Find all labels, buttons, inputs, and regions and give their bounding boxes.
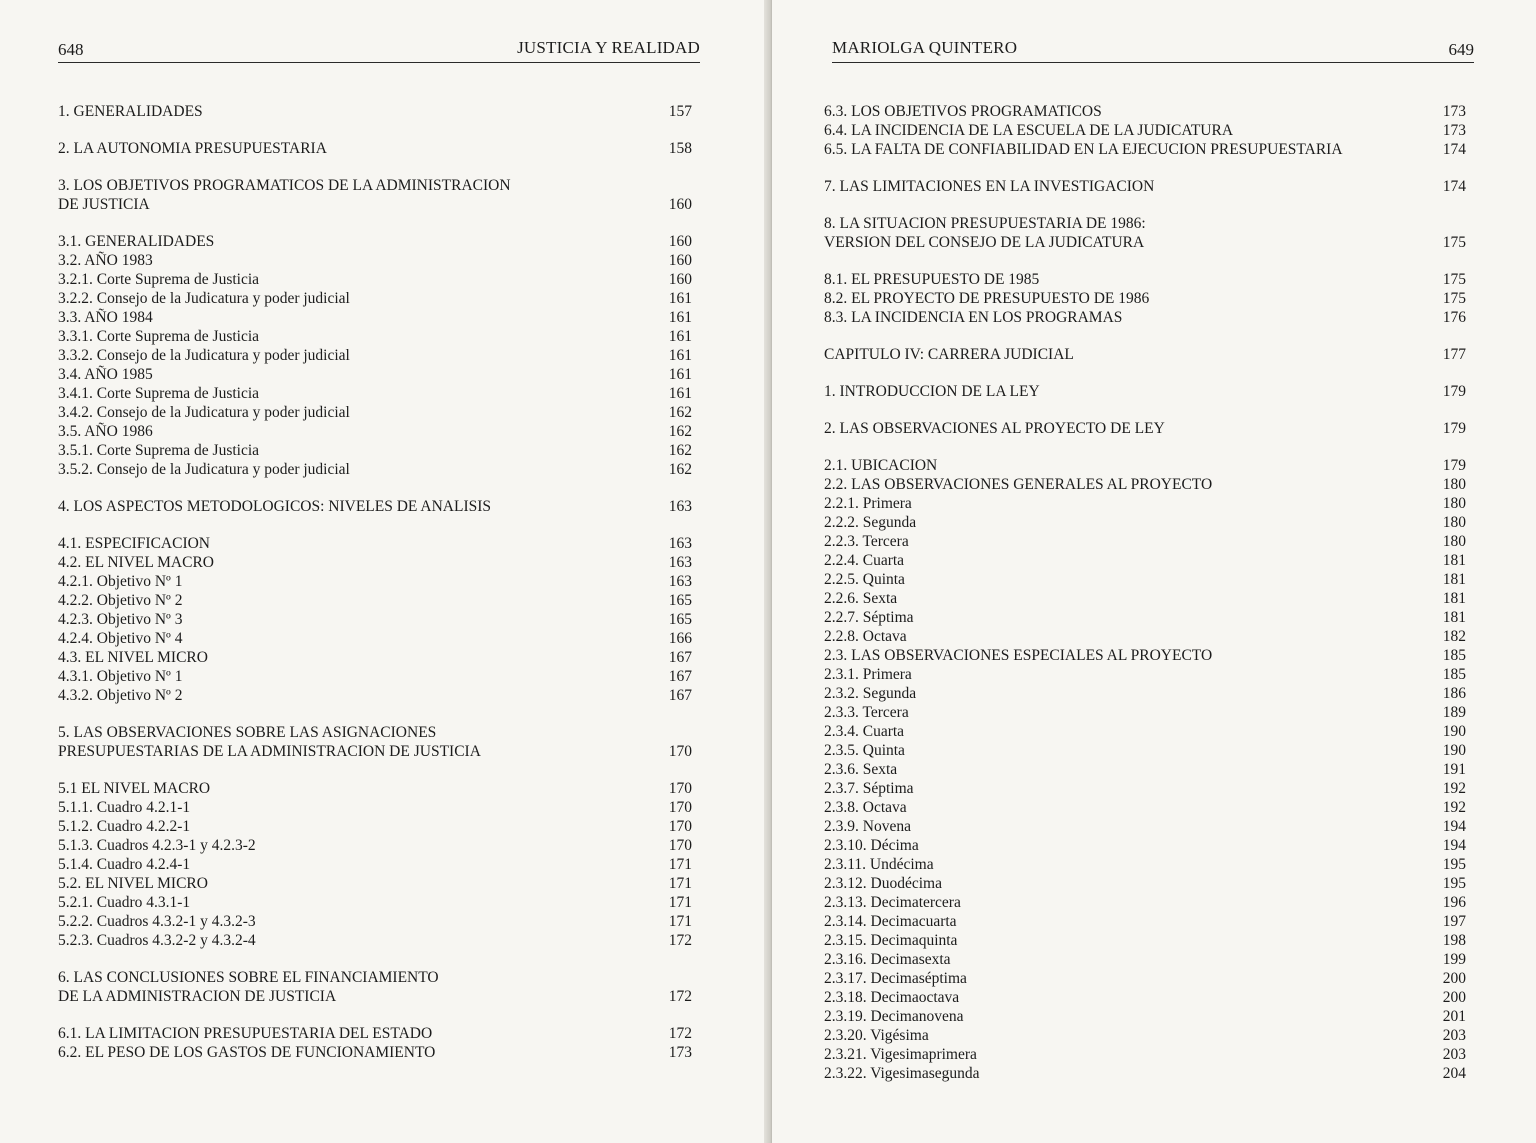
toc-entry xyxy=(58,346,700,365)
toc-entry xyxy=(58,403,700,422)
toc-entry-page: 195 xyxy=(1442,875,1466,892)
toc-entry-page: 185 xyxy=(1442,666,1466,683)
toc-entry-title: 2.3.1. Primera xyxy=(824,666,912,683)
toc-entry xyxy=(58,610,700,629)
toc-entry-title: 5.2.3. Cuadros 4.3.2-2 y 4.3.2-4 xyxy=(58,932,256,949)
toc-entry-title: 4.2.1. Objetivo Nº 1 xyxy=(58,573,183,590)
toc-entry xyxy=(58,723,700,761)
toc-entry-page: 197 xyxy=(1442,913,1466,930)
toc-entry-page: 158 xyxy=(668,140,692,157)
toc-entry xyxy=(824,570,1474,589)
toc-entry-page: 172 xyxy=(668,1025,692,1042)
toc-entry-page: 181 xyxy=(1442,571,1466,588)
toc-entry-page: 161 xyxy=(668,309,692,326)
left-running-title: JUSTICIA Y REALIDAD xyxy=(517,38,700,57)
toc-entry-title: 2.3.2. Segunda xyxy=(824,685,917,702)
toc-entry xyxy=(824,646,1474,665)
toc-entry-title: 7. LAS LIMITACIONES EN LA INVESTIGACION xyxy=(824,178,1155,195)
toc-entry xyxy=(824,912,1474,931)
toc-entry-title: 3.2.2. Consejo de la Judicatura y poder judicial xyxy=(58,290,350,307)
toc-entry xyxy=(58,497,700,516)
toc-entry xyxy=(58,798,700,817)
toc-entry xyxy=(824,855,1474,874)
toc-entry xyxy=(824,345,1474,364)
toc-entry xyxy=(824,382,1474,401)
toc-entry-title: 5.1.2. Cuadro 4.2.2-1 xyxy=(58,818,191,835)
toc-entry-title: 3.3. AÑO 1984 xyxy=(58,309,153,326)
toc-entry-title: 6.2. EL PESO DE LOS GASTOS DE FUNCIONAMIENTO xyxy=(58,1044,436,1061)
toc-entry-title: CAPITULO IV: CARRERA JUDICIAL xyxy=(824,346,1074,363)
toc-entry-title: 2.2.6. Sexta xyxy=(824,590,898,607)
toc-entry-page: 190 xyxy=(1442,723,1466,740)
spacer xyxy=(58,158,700,176)
toc-entry-title: 3.1. GENERALIDADES xyxy=(58,233,215,250)
toc-entry-page: 175 xyxy=(1442,290,1466,307)
toc-entry xyxy=(58,686,700,705)
spacer xyxy=(58,479,700,497)
toc-entry-title: 4.2.3. Objetivo Nº 3 xyxy=(58,611,183,628)
toc-entry-title: 3.3.1. Corte Suprema de Justicia xyxy=(58,328,260,345)
toc-entry xyxy=(58,365,700,384)
toc-entry-page: 204 xyxy=(1442,1065,1466,1082)
toc-entry xyxy=(824,551,1474,570)
toc-entry-page: 160 xyxy=(668,196,692,213)
toc-entry xyxy=(58,176,700,214)
toc-entry xyxy=(824,532,1474,551)
toc-entry-page: 162 xyxy=(668,423,692,440)
toc-entry-title: 4.2.2. Objetivo Nº 2 xyxy=(58,592,183,609)
toc-entry-page: 175 xyxy=(1442,271,1466,288)
toc-entry-page: 161 xyxy=(668,328,692,345)
toc-entry-title: 2.3.18. Decimaoctava xyxy=(824,989,960,1006)
right-page-header xyxy=(832,34,1474,63)
toc-entry xyxy=(824,760,1474,779)
toc-entry-title: 2.2.1. Primera xyxy=(824,495,912,512)
toc-entry-page: 165 xyxy=(668,592,692,609)
toc-entry-page: 200 xyxy=(1442,970,1466,987)
toc-entry-title: 2.3.5. Quinta xyxy=(824,742,905,759)
toc-entry-title: 2.3.22. Vigesimasegunda xyxy=(824,1065,980,1082)
right-running-title: MARIOLGA QUINTERO xyxy=(832,38,1018,57)
toc-entry xyxy=(824,779,1474,798)
toc-entry xyxy=(824,627,1474,646)
toc-entry xyxy=(58,629,700,648)
toc-entry xyxy=(824,270,1474,289)
toc-entry xyxy=(58,384,700,403)
toc-entry-page: 201 xyxy=(1442,1008,1466,1025)
toc-entry-page: 160 xyxy=(668,233,692,250)
right-page-number: 649 xyxy=(1448,40,1474,59)
toc-entry xyxy=(824,1064,1474,1083)
toc-entry-page: 163 xyxy=(668,498,692,515)
toc-entry-title: 2.3.8. Octava xyxy=(824,799,907,816)
toc-entry xyxy=(58,327,700,346)
toc-entry-title: 2.3.3. Tercera xyxy=(824,704,909,721)
toc-entry-title: 5. LAS OBSERVACIONES SOBRE LAS ASIGNACIONES PRESUPUESTARIAS DE LA ADMINISTRACION DE JUSTICIA xyxy=(58,724,481,760)
toc-entry-page: 174 xyxy=(1442,178,1466,195)
toc-entry-page: 171 xyxy=(668,894,692,911)
toc-entry-page: 160 xyxy=(668,271,692,288)
toc-entry-page: 185 xyxy=(1442,647,1466,664)
toc-entry-title: 2.3.16. Decimasexta xyxy=(824,951,951,968)
toc-entry-title: 2.3.9. Novena xyxy=(824,818,911,835)
toc-entry xyxy=(58,251,700,270)
spacer xyxy=(58,121,700,139)
toc-entry-page: 162 xyxy=(668,404,692,421)
toc-entry xyxy=(58,817,700,836)
toc-entry-page: 179 xyxy=(1442,457,1466,474)
toc-entry-title: 2. LAS OBSERVACIONES AL PROYECTO DE LEY xyxy=(824,420,1165,437)
toc-entry-title: 3. LOS OBJETIVOS PROGRAMATICOS DE LA ADMINISTRACION DE JUSTICIA xyxy=(58,177,511,213)
spacer xyxy=(824,196,1474,214)
toc-entry xyxy=(58,855,700,874)
toc-entry-title: 2.3.4. Cuarta xyxy=(824,723,905,740)
toc-entry-page: 167 xyxy=(668,668,692,685)
toc-entry-title: 2. LA AUTONOMIA PRESUPUESTARIA xyxy=(58,140,327,157)
right-table-of-contents xyxy=(824,102,1474,1083)
toc-entry xyxy=(824,589,1474,608)
toc-entry xyxy=(58,232,700,251)
toc-entry xyxy=(824,308,1474,327)
toc-entry xyxy=(824,140,1474,159)
toc-entry-page: 181 xyxy=(1442,590,1466,607)
toc-entry-title: 2.3.14. Decimacuarta xyxy=(824,913,957,930)
toc-entry xyxy=(58,534,700,553)
spacer xyxy=(824,159,1474,177)
toc-entry xyxy=(824,475,1474,494)
toc-entry-title: 6.1. LA LIMITACION PRESUPUESTARIA DEL ESTADO xyxy=(58,1025,433,1042)
toc-entry xyxy=(58,441,700,460)
toc-entry-page: 157 xyxy=(668,103,692,120)
toc-entry-page: 172 xyxy=(668,988,692,1005)
toc-entry-title: 2.3.12. Duodécima xyxy=(824,875,942,892)
toc-entry-title: 2.3.13. Decimatercera xyxy=(824,894,961,911)
toc-entry xyxy=(824,893,1474,912)
toc-entry-page: 200 xyxy=(1442,989,1466,1006)
toc-entry-title: 3.5.2. Consejo de la Judicatura y poder judicial xyxy=(58,461,350,478)
toc-entry xyxy=(824,214,1474,252)
toc-entry-page: 189 xyxy=(1442,704,1466,721)
toc-entry-page: 166 xyxy=(668,630,692,647)
toc-entry xyxy=(824,988,1474,1007)
toc-entry-title: 5.1.3. Cuadros 4.2.3-1 y 4.2.3-2 xyxy=(58,837,256,854)
toc-entry-title: 3.5.1. Corte Suprema de Justicia xyxy=(58,442,260,459)
toc-entry-title: 2.3.19. Decimanovena xyxy=(824,1008,964,1025)
left-page-header xyxy=(58,34,700,63)
toc-entry-title: 6.3. LOS OBJETIVOS PROGRAMATICOS xyxy=(824,103,1102,120)
toc-entry xyxy=(58,308,700,327)
toc-entry-title: 2.3.17. Decimaséptima xyxy=(824,970,967,987)
toc-entry-page: 181 xyxy=(1442,552,1466,569)
toc-entry-page: 191 xyxy=(1442,761,1466,778)
toc-entry-title: 2.3.6. Sexta xyxy=(824,761,898,778)
toc-entry-page: 195 xyxy=(1442,856,1466,873)
toc-entry-title: 2.2. LAS OBSERVACIONES GENERALES AL PROYECTO xyxy=(824,476,1213,493)
toc-entry-page: 190 xyxy=(1442,742,1466,759)
spacer xyxy=(824,364,1474,382)
toc-entry-title: 3.4.1. Corte Suprema de Justicia xyxy=(58,385,260,402)
toc-entry xyxy=(58,572,700,591)
toc-entry-page: 173 xyxy=(1442,122,1466,139)
toc-entry xyxy=(824,608,1474,627)
toc-entry xyxy=(58,139,700,158)
toc-entry-page: 174 xyxy=(1442,141,1466,158)
toc-entry xyxy=(58,648,700,667)
toc-entry xyxy=(58,968,700,1006)
toc-entry-page: 203 xyxy=(1442,1046,1466,1063)
toc-entry-title: 2.3.11. Undécima xyxy=(824,856,934,873)
toc-entry xyxy=(58,836,700,855)
toc-entry-title: 5.2. EL NIVEL MICRO xyxy=(58,875,208,892)
toc-entry xyxy=(824,703,1474,722)
toc-entry-title: 5.2.2. Cuadros 4.3.2-1 y 4.3.2-3 xyxy=(58,913,256,930)
toc-entry-title: 3.2. AÑO 1983 xyxy=(58,252,153,269)
toc-entry-page: 161 xyxy=(668,347,692,364)
spacer xyxy=(58,516,700,534)
spacer xyxy=(824,327,1474,345)
toc-entry xyxy=(824,874,1474,893)
toc-entry-title: 6.5. LA FALTA DE CONFIABILIDAD EN LA EJECUCION PRESUPUESTARIA xyxy=(824,141,1343,158)
toc-entry-page: 192 xyxy=(1442,780,1466,797)
toc-entry-page: 180 xyxy=(1442,476,1466,493)
toc-entry-title: 8.2. EL PROYECTO DE PRESUPUESTO DE 1986 xyxy=(824,290,1150,307)
toc-entry-title: 8.3. LA INCIDENCIA EN LOS PROGRAMAS xyxy=(824,309,1123,326)
toc-entry-page: 170 xyxy=(668,780,692,797)
toc-entry xyxy=(824,456,1474,475)
left-table-of-contents xyxy=(58,102,700,1062)
toc-entry-page: 175 xyxy=(1442,234,1466,251)
toc-entry-title: 6.4. LA INCIDENCIA DE LA ESCUELA DE LA JUDICATURA xyxy=(824,122,1234,139)
toc-entry-page: 162 xyxy=(668,442,692,459)
toc-entry xyxy=(824,722,1474,741)
toc-entry xyxy=(824,513,1474,532)
toc-entry-title: 2.3. LAS OBSERVACIONES ESPECIALES AL PROYECTO xyxy=(824,647,1213,664)
toc-entry-title: 3.5. AÑO 1986 xyxy=(58,423,153,440)
toc-entry-page: 161 xyxy=(668,385,692,402)
toc-entry-page: 198 xyxy=(1442,932,1466,949)
toc-entry xyxy=(58,1043,700,1062)
toc-entry-page: 194 xyxy=(1442,818,1466,835)
toc-entry-page: 171 xyxy=(668,875,692,892)
toc-entry-title: 3.4. AÑO 1985 xyxy=(58,366,153,383)
toc-entry-page: 163 xyxy=(668,535,692,552)
toc-entry xyxy=(824,741,1474,760)
spacer xyxy=(58,214,700,232)
toc-entry xyxy=(58,893,700,912)
toc-entry xyxy=(58,553,700,572)
toc-entry-page: 161 xyxy=(668,290,692,307)
toc-entry-title: 2.1. UBICACION xyxy=(824,457,938,474)
toc-entry-page: 173 xyxy=(668,1044,692,1061)
toc-entry-page: 173 xyxy=(1442,103,1466,120)
toc-entry-title: 5.1 EL NIVEL MACRO xyxy=(58,780,211,797)
toc-entry xyxy=(824,1026,1474,1045)
toc-entry xyxy=(58,102,700,121)
toc-entry xyxy=(58,667,700,686)
toc-entry-page: 177 xyxy=(1442,346,1466,363)
toc-entry-title: 4.3. EL NIVEL MICRO xyxy=(58,649,208,666)
toc-entry xyxy=(824,177,1474,196)
toc-entry-page: 171 xyxy=(668,856,692,873)
toc-entry-page: 180 xyxy=(1442,533,1466,550)
toc-entry xyxy=(824,931,1474,950)
toc-entry xyxy=(824,969,1474,988)
toc-entry-page: 180 xyxy=(1442,514,1466,531)
spacer xyxy=(824,252,1474,270)
toc-entry-title: 2.3.15. Decimaquinta xyxy=(824,932,958,949)
toc-entry-page: 170 xyxy=(668,743,692,760)
spacer xyxy=(58,1006,700,1024)
toc-entry-title: 3.2.1. Corte Suprema de Justicia xyxy=(58,271,260,288)
toc-entry-page: 160 xyxy=(668,252,692,269)
toc-entry-page: 176 xyxy=(1442,309,1466,326)
toc-entry xyxy=(58,1024,700,1043)
toc-entry-title: 2.2.3. Tercera xyxy=(824,533,909,550)
spacer xyxy=(58,705,700,723)
toc-entry-page: 203 xyxy=(1442,1027,1466,1044)
toc-entry-title: 8. LA SITUACION PRESUPUESTARIA DE 1986: VERSION DEL CONSEJO DE LA JUDICATURA xyxy=(824,215,1146,251)
toc-entry-title: 2.3.21. Vigesimaprimera xyxy=(824,1046,977,1063)
toc-entry-page: 170 xyxy=(668,837,692,854)
spacer xyxy=(58,950,700,968)
toc-entry-title: 5.2.1. Cuadro 4.3.1-1 xyxy=(58,894,191,911)
toc-entry-page: 180 xyxy=(1442,495,1466,512)
toc-entry-title: 1. GENERALIDADES xyxy=(58,103,203,120)
toc-entry-page: 171 xyxy=(668,913,692,930)
toc-entry-title: 4.1. ESPECIFICACION xyxy=(58,535,211,552)
toc-entry-page: 181 xyxy=(1442,609,1466,626)
toc-entry-page: 167 xyxy=(668,687,692,704)
toc-entry-title: 2.3.7. Séptima xyxy=(824,780,914,797)
toc-entry-title: 4.2. EL NIVEL MACRO xyxy=(58,554,214,571)
toc-entry-page: 163 xyxy=(668,573,692,590)
toc-entry xyxy=(824,121,1474,140)
toc-entry xyxy=(824,1007,1474,1026)
toc-entry-page: 163 xyxy=(668,554,692,571)
toc-entry-title: 5.1.4. Cuadro 4.2.4-1 xyxy=(58,856,191,873)
spacer xyxy=(58,761,700,779)
toc-entry xyxy=(58,422,700,441)
toc-entry xyxy=(824,798,1474,817)
toc-entry-page: 170 xyxy=(668,818,692,835)
right-page xyxy=(772,0,1536,1143)
toc-entry-page: 182 xyxy=(1442,628,1466,645)
toc-entry-page: 161 xyxy=(668,366,692,383)
toc-entry-page: 165 xyxy=(668,611,692,628)
toc-entry xyxy=(58,460,700,479)
toc-entry xyxy=(824,950,1474,969)
toc-entry xyxy=(824,289,1474,308)
toc-entry xyxy=(58,591,700,610)
toc-entry xyxy=(58,874,700,893)
toc-entry xyxy=(824,1045,1474,1064)
toc-entry-title: 1. INTRODUCCION DE LA LEY xyxy=(824,383,1040,400)
toc-entry xyxy=(824,684,1474,703)
toc-entry-title: 2.2.7. Séptima xyxy=(824,609,914,626)
toc-entry-title: 5.1.1. Cuadro 4.2.1-1 xyxy=(58,799,191,816)
toc-entry-title: 4.3.2. Objetivo Nº 2 xyxy=(58,687,183,704)
toc-entry-title: 8.1. EL PRESUPUESTO DE 1985 xyxy=(824,271,1040,288)
toc-entry xyxy=(58,779,700,798)
toc-entry-title: 2.2.8. Octava xyxy=(824,628,907,645)
toc-entry-title: 2.2.4. Cuarta xyxy=(824,552,905,569)
spacer xyxy=(824,438,1474,456)
toc-entry xyxy=(824,102,1474,121)
toc-entry xyxy=(824,817,1474,836)
toc-entry-page: 170 xyxy=(668,799,692,816)
toc-entry xyxy=(824,665,1474,684)
spacer xyxy=(824,401,1474,419)
toc-entry xyxy=(58,931,700,950)
toc-entry-page: 167 xyxy=(668,649,692,666)
toc-entry xyxy=(824,836,1474,855)
toc-entry xyxy=(58,289,700,308)
toc-entry-page: 196 xyxy=(1442,894,1466,911)
toc-entry-title: 3.3.2. Consejo de la Judicatura y poder judicial xyxy=(58,347,350,364)
toc-entry-page: 194 xyxy=(1442,837,1466,854)
toc-entry-page: 179 xyxy=(1442,420,1466,437)
toc-entry-title: 2.2.2. Segunda xyxy=(824,514,917,531)
toc-entry-title: 2.2.5. Quinta xyxy=(824,571,905,588)
toc-entry-page: 172 xyxy=(668,932,692,949)
toc-entry xyxy=(824,419,1474,438)
toc-entry-title: 4. LOS ASPECTOS METODOLOGICOS: NIVELES DE ANALISIS xyxy=(58,498,492,515)
toc-entry-title: 4.2.4. Objetivo Nº 4 xyxy=(58,630,183,647)
toc-entry-title: 3.4.2. Consejo de la Judicatura y poder judicial xyxy=(58,404,350,421)
toc-entry-page: 162 xyxy=(668,461,692,478)
toc-entry-page: 186 xyxy=(1442,685,1466,702)
toc-entry-title: 2.3.20. Vigésima xyxy=(824,1027,929,1044)
toc-entry-title: 6. LAS CONCLUSIONES SOBRE EL FINANCIAMIENTO DE LA ADMINISTRACION DE JUSTICIA xyxy=(58,969,439,1005)
toc-entry-page: 199 xyxy=(1442,951,1466,968)
toc-entry xyxy=(824,494,1474,513)
toc-entry-title: 4.3.1. Objetivo Nº 1 xyxy=(58,668,183,685)
toc-entry-page: 179 xyxy=(1442,383,1466,400)
toc-entry xyxy=(58,270,700,289)
left-page-number: 648 xyxy=(58,40,84,59)
toc-entry-page: 192 xyxy=(1442,799,1466,816)
toc-entry xyxy=(58,912,700,931)
toc-entry-title: 2.3.10. Décima xyxy=(824,837,919,854)
